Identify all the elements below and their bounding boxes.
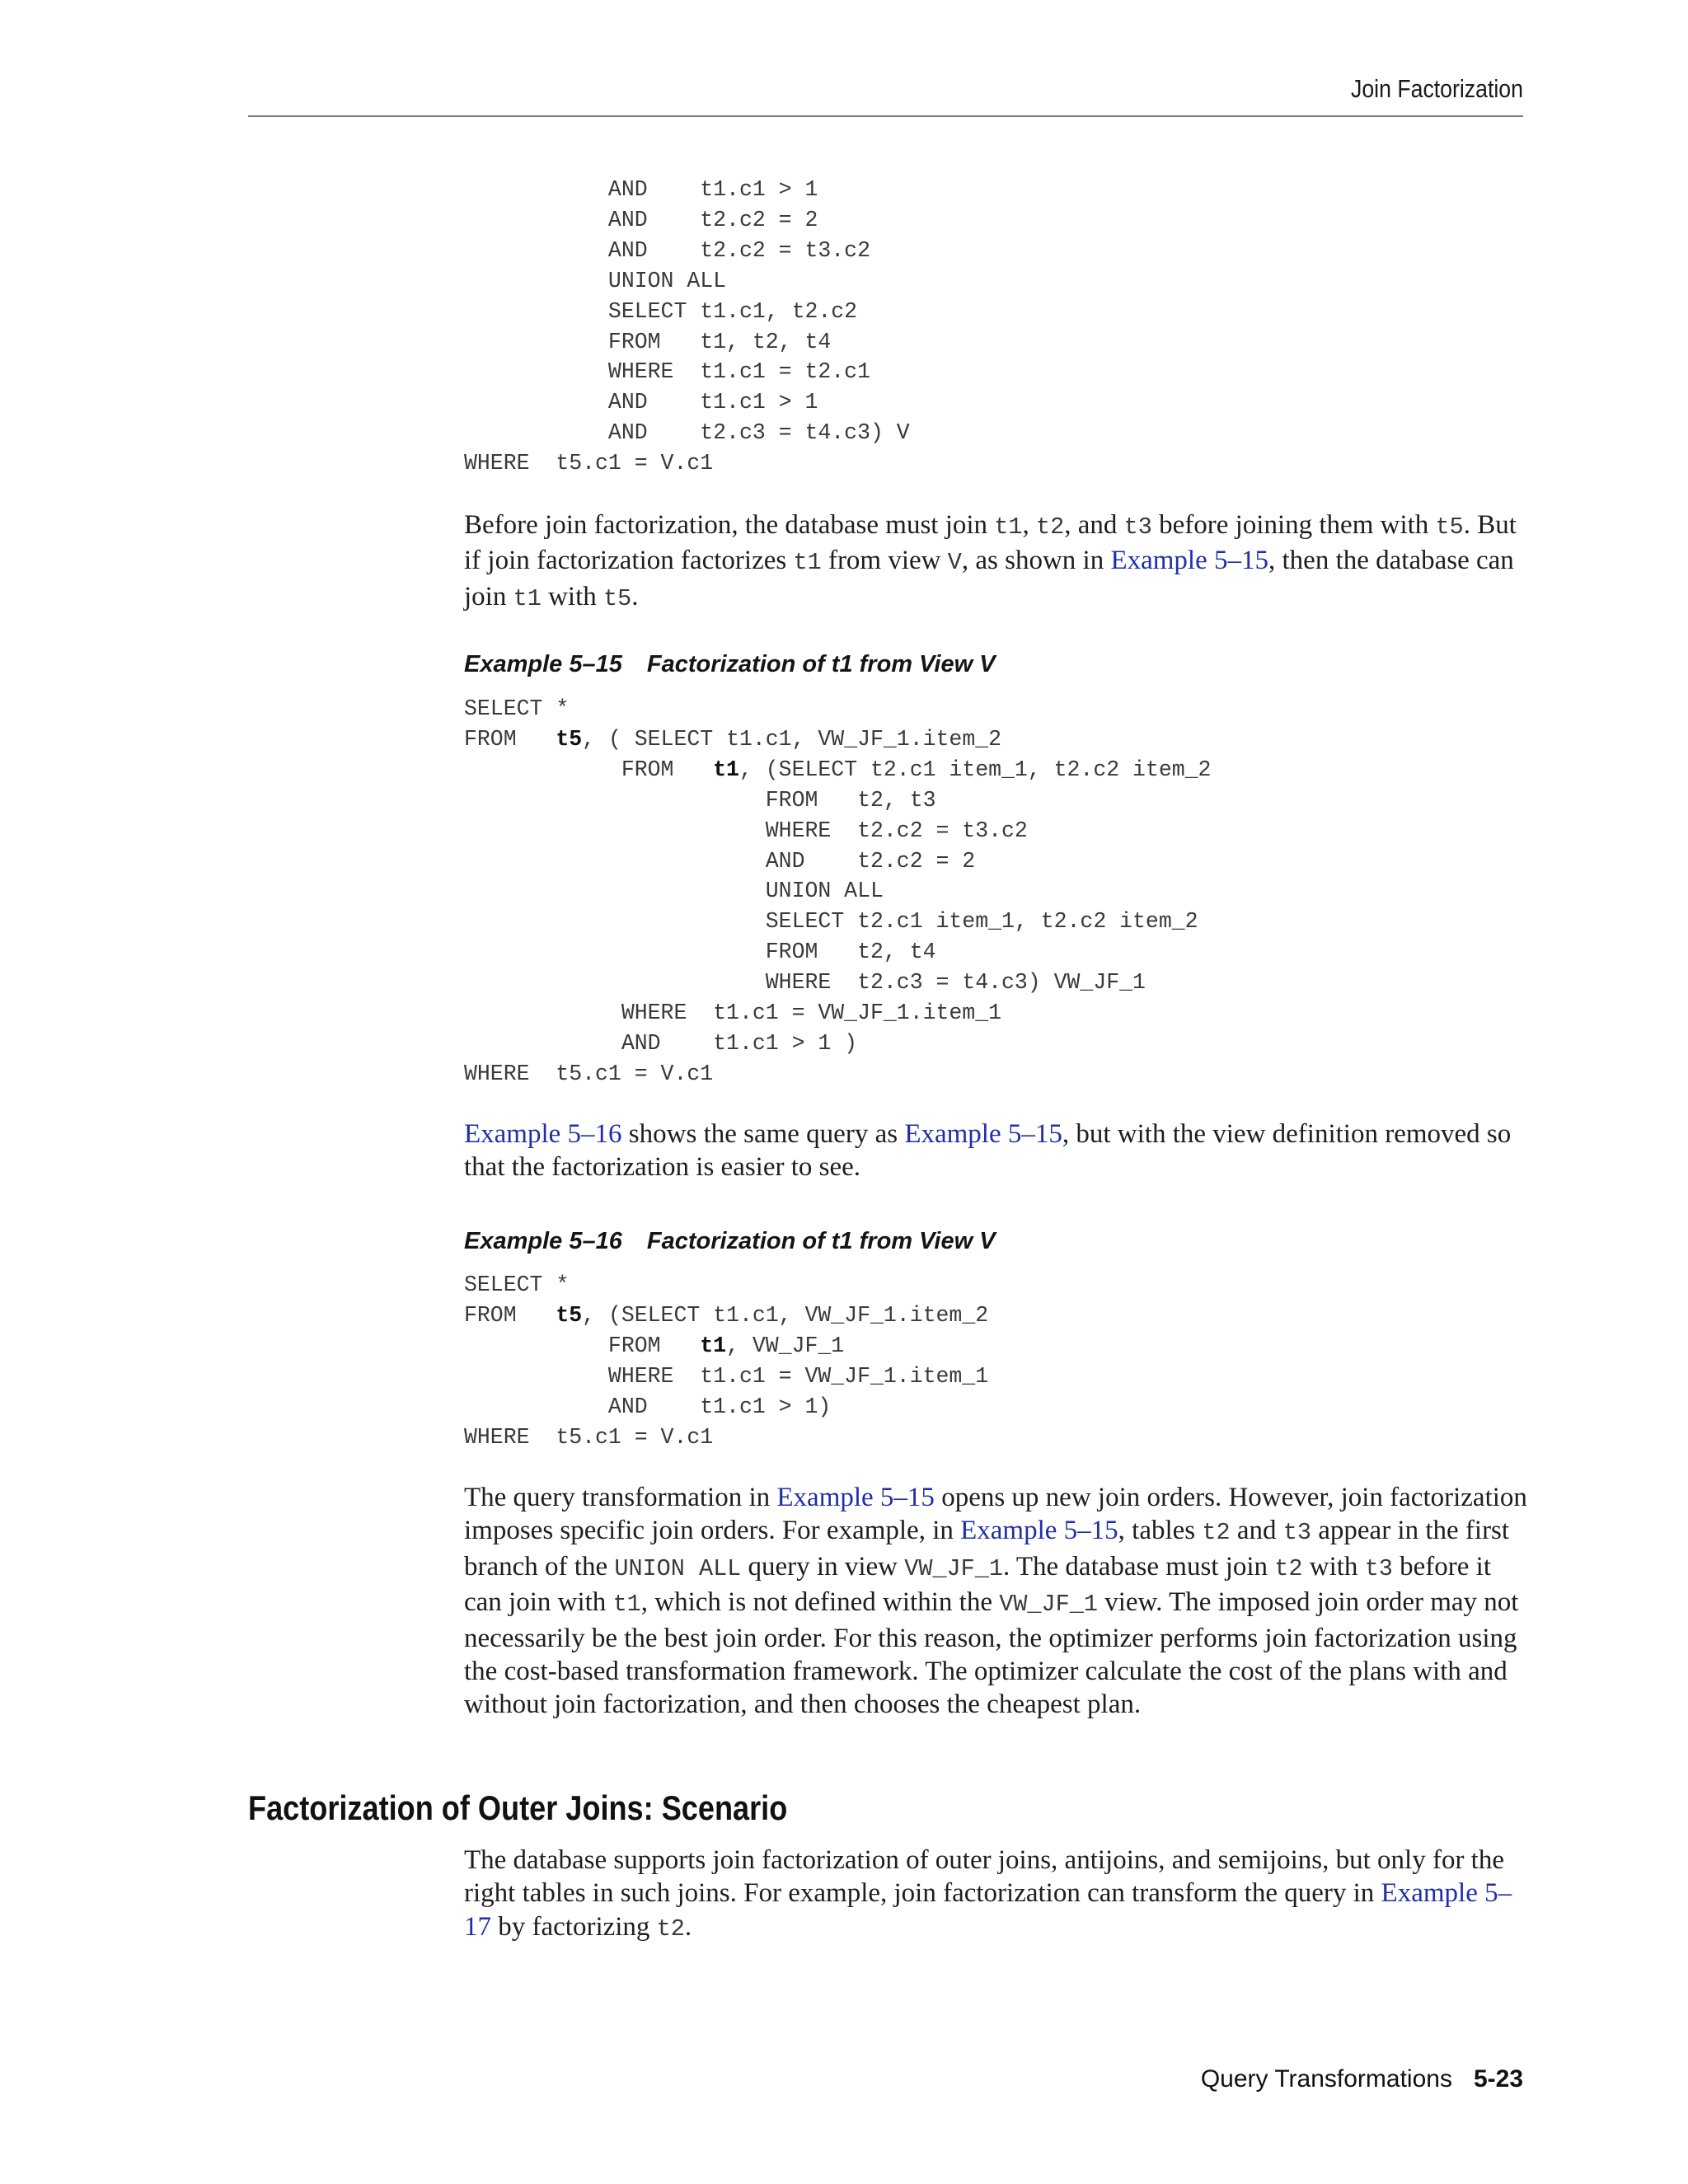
paragraph-example-comparison: Example 5–16 shows the same query as Example 5–15, but with the view definition removed so that the factorization is easier to see. bbox=[464, 1119, 1512, 1183]
link-example-5-16[interactable]: Example 5–16 bbox=[464, 1119, 622, 1149]
page-footer bbox=[1201, 2065, 1523, 2093]
link-example-5-15[interactable]: Example 5–15 bbox=[904, 1119, 1062, 1149]
link-example-5-15[interactable]: Example 5–15 bbox=[960, 1516, 1118, 1546]
section-heading: Factorization of Outer Joins: Scenario bbox=[248, 1788, 788, 1827]
link-example-5-17[interactable]: Example 5–17 bbox=[464, 1878, 1512, 1942]
link-example-5-15[interactable]: Example 5–15 bbox=[776, 1483, 935, 1512]
code-example-5-15: SELECT * FROM t5, ( SELECT t1.c1, VW_JF_1.item_2 FROM t1, (SELECT t2.c1 item_1, t2.c2 item_2 FROM t2, t3 WHERE t2.c2 = t3.c2 AND t2.c2 = 2 UNION ALL SELECT t2.c1 item_1, t2.c2 item_2 FROM t2, t4 WHERE t2.c3 = t4.c3) VW_JF_1 WHERE t1.c1 = VW_JF_1.item_1 AND t1.c1 > 1 ) WHERE t5.c1 = V.c1 bbox=[464, 696, 1212, 1086]
link-example-5-15[interactable]: Example 5–15 bbox=[1110, 546, 1268, 576]
example-5-15-caption: Example 5–15 Factorization of t1 from View V bbox=[464, 651, 996, 677]
page-header bbox=[248, 73, 1523, 117]
footer-chapter: Query Transformations bbox=[1200, 2065, 1452, 2093]
paragraph-query-transformation: The query transformation in Example 5–15 opens up new join orders. However, join factorization imposes specific join orders. For example, in Example 5–15, tables t2 and t3 appear in the first branch of the UNION ALL query in view VW_JF_1. The database must join t2 with t3 before it can join with t1, which is not defined within the VW_JF_1 view. The imposed join order may not necessarily be the best join order. For this reason, the optimizer performs join factorization using the cost-based transformation framework. The optimizer calculate the cost of the plans with and without join factorization, and then chooses the cheapest plan. bbox=[464, 1483, 1527, 1720]
code-example-5-16: SELECT * FROM t5, (SELECT t1.c1, VW_JF_1.item_2 FROM t1, VW_JF_1 WHERE t1.c1 = VW_JF_1.item_1 AND t1.c1 > 1) WHERE t5.c1 = V.c1 bbox=[464, 1272, 989, 1450]
paragraph-before-factorization: Before join factorization, the database must join t1, t2, and t3 before joining them with t5. But if join factorization factorizes t1 from view V, as shown in Example 5–15, then the database can join t1 with t5. bbox=[464, 510, 1517, 612]
footer-page-number: 5-23 bbox=[1473, 2065, 1523, 2093]
running-header-title: Join Factorization bbox=[1351, 74, 1523, 103]
paragraph-outer-joins: The database supports join factorization of outer joins, antijoins, and semijoins, but only for the right tables in such joins. For example, join factorization can transform the query in Example 5–17 by factorizing t2. bbox=[464, 1845, 1512, 1943]
code-block-top: AND t1.c1 > 1 AND t2.c2 = 2 AND t2.c2 = t3.c2 UNION ALL SELECT t1.c1, t2.c2 FROM t1, t2, t4 WHERE t1.c1 = t2.c1 AND t1.c1 > 1 AND t2.c3 = t4.c3) V WHERE t5.c1 = V.c1 bbox=[464, 177, 910, 476]
example-5-16-caption: Example 5–16 Factorization of t1 from View V bbox=[464, 1228, 996, 1254]
